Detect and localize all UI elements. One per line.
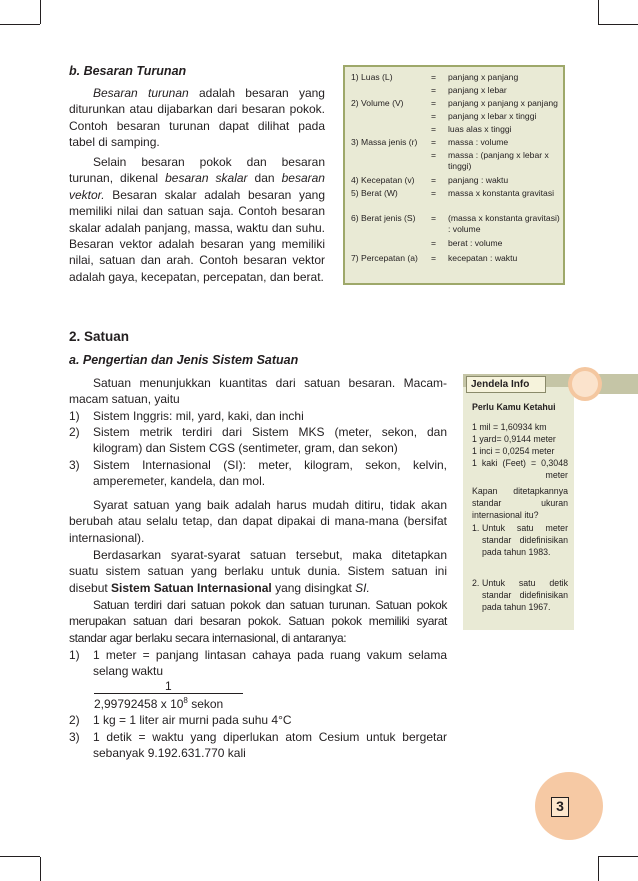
section-2a-heading: a. Pengertian dan Jenis Sistem Satuan (69, 353, 299, 367)
list-item: 3) 1 detik = waktu yang diperlukan atom Cesium untuk bergetar sebanyak 9.192.631.770 kali (69, 730, 447, 761)
crop-mark (598, 24, 638, 25)
paragraph-satuan-pokok: Satuan terdiri dari satuan pokok dan satuan turunan. Satuan pokok merupakan satuan dari besaran pokok. Satuan pokok memiliki syarat standar agar berlaku secara internasional, di antaranya: (69, 598, 447, 645)
para2-c: Besaran skalar adalah besaran yang memiliki nilai dan satuan saja. Contoh besaran skalar adalah panjang, massa, waktu dan suhu. Besaran vektor adalah besaran yang memiliki nilai, satuan dan arah. Contoh besaran vektor adalah gaya, kecepatan, percepatan, dan berat. (69, 187, 325, 284)
list-item: 1) Sistem Inggris: mil, yard, kaki, dan inchi (69, 409, 304, 423)
info-conversion: 1 yard= 0,9144 meter (472, 434, 556, 444)
section-b-paragraph-1 (69, 85, 325, 151)
info-circle-inner (572, 371, 598, 397)
satuan-intro: Satuan menunjukkan kuantitas dari satuan besaran. Macam-macam satuan, yaitu (69, 376, 447, 407)
info-answer: 2. Untuk satu detik standar didefinisikan pada tahun 1967. (472, 578, 568, 612)
crop-mark (598, 0, 599, 24)
crop-mark (0, 24, 40, 25)
list-item: 3) Sistem Internasional (SI): meter, kilogram, sekon, kelvin, amperemeter, kandela, dan mol. (69, 458, 447, 489)
para2-a: Selain besaran pokok dan besaran turunan, dikenal (69, 155, 325, 186)
list-item: 2) 1 kg = 1 liter air murni pada suhu 4°C (69, 713, 292, 727)
page-number-circle (535, 772, 603, 840)
section-b-heading: b. Besaran Turunan (69, 64, 187, 78)
crop-mark (40, 857, 41, 881)
info-conversion: 1 inci = 0,0254 meter (472, 446, 555, 456)
term-besaran-vektor: besaran vektor. (69, 171, 325, 202)
formula-box: 1) Luas (L) = panjang x panjang = panjang x lebar 2) Volume (V) = panjang x panjang x panjang = panjang x lebar x tinggi = luas alas x tinggi 3) Massa jenis (r) = massa : volume = massa : (panjang x lebar x tinggi) 4) Kecepatan (v) = panjang : waktu 5) Berat (W) = massa x konstanta gravitasi 6) Berat jenis (S) = (massa x konstanta gravitasi) : volume = berat : volume 7) Percepatan (a) = kecepatan : waktu (343, 65, 565, 285)
section-b-paragraph-2 (69, 154, 325, 285)
info-conversion: 1 mil = 1,60934 km (472, 422, 547, 432)
paragraph-syarat: Syarat satuan yang baik adalah harus mudah ditiru, tidak akan berubah atau selalu tetap, dan dapat dipakai di mana-mana (bersifat internasional). (69, 498, 447, 545)
paragraph-si: Berdasarkan syarat-syarat satuan tersebut, maka ditetapkan suatu sistem satuan yang berlaku untuk dunia. Sistem satuan ini disebut Sistem Satuan Internasional yang disingkat SI. (69, 548, 447, 595)
page-number: 3 (551, 797, 569, 817)
info-answer: 1. Untuk satu meter standar didefinisikan pada tahun 1983. (472, 523, 568, 557)
crop-mark (598, 857, 599, 881)
fraction-numerator: 1 (165, 679, 172, 693)
list-item: 1) 1 meter = panjang lintasan cahaya pada ruang vakum selama selang waktu (69, 648, 447, 679)
info-conversion: 1 kaki (Feet) = 0,3048 meter (472, 458, 568, 480)
fraction-denominator: 2,99792458 x $10^8$ sekon (94, 696, 224, 711)
crop-mark (0, 856, 40, 857)
para1-rest: adalah besaran yang diturunkan atau dijabarkan dari besaran pokok. Contoh besaran turunan dapat dilihat pada tabel di samping. (69, 86, 325, 150)
term-si: Sistem Satuan Internasional (111, 580, 272, 595)
list-item: 2) Sistem metrik terdiri dari Sistem MKS (meter, sekon, dan kilogram) dan Sistem CGS (sentimeter, gram, dan sekon) (69, 425, 447, 456)
section-2-heading: 2. Satuan (69, 329, 130, 344)
para2-b: dan (247, 171, 282, 186)
info-subtitle: Perlu Kamu Ketahui (472, 402, 556, 412)
info-title: Jendela Info (471, 379, 530, 390)
fraction-line (94, 693, 243, 694)
term-besaran-skalar: besaran skalar (165, 171, 248, 186)
info-question: Kapan ditetapkannya standar ukuran internasional itu? (472, 486, 568, 520)
crop-mark (598, 856, 638, 857)
crop-mark (40, 0, 41, 24)
term-besaran-turunan: Besaran turunan (93, 86, 189, 100)
